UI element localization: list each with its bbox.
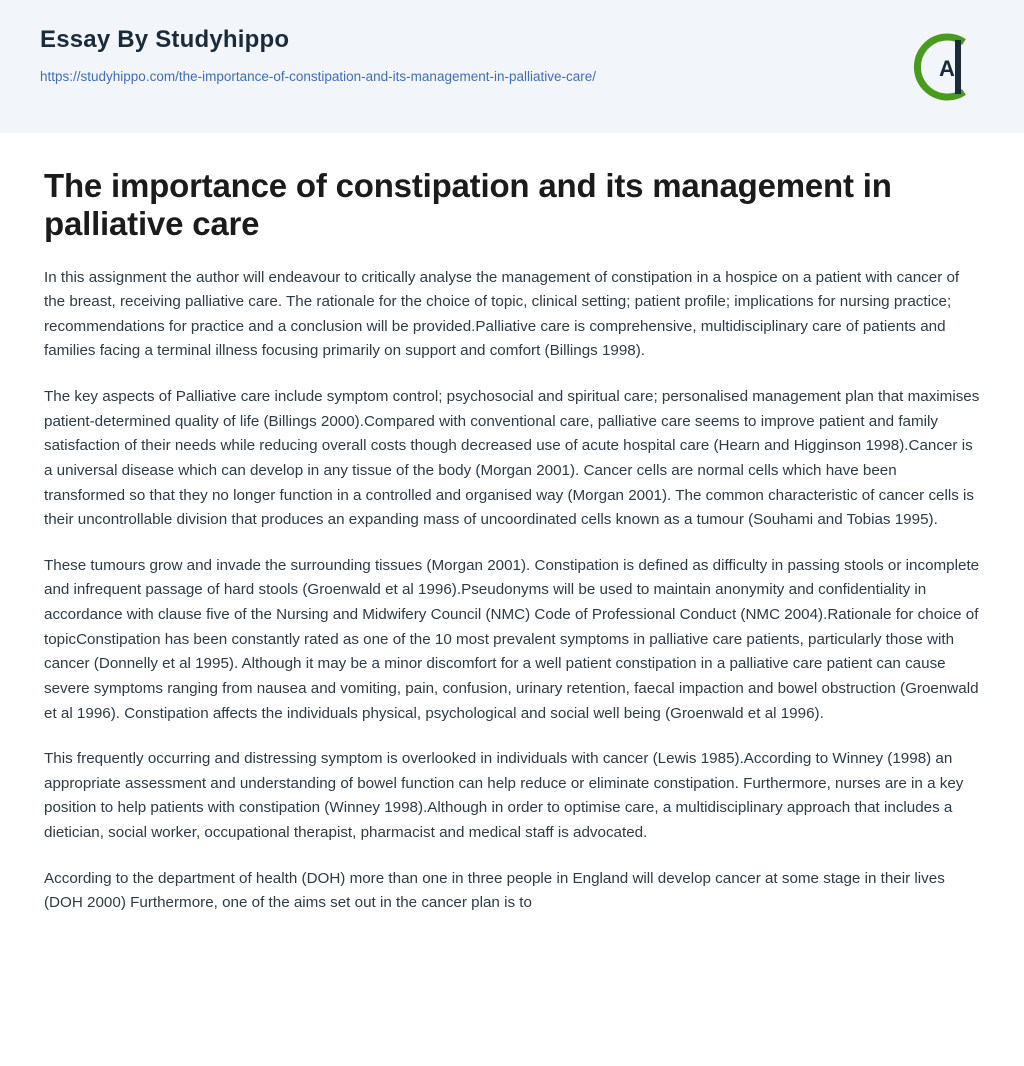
site-brand: Essay By Studyhippo bbox=[40, 26, 290, 53]
article-paragraph: These tumours grow and invade the surrounding tissues (Morgan 2001). Constipation is defined as difficulty in passing stools or incomplete and infrequent passage of hard stools (Groenwald et al 1996).Pseudonyms will be used to maintain anonymity and confidentiality in accordance with clause five of the Nursing and Midwifery Council (NMC) Code of Professional Conduct (NMC 2004).Rationale for choice of topicConstipation has been constantly rated as one of the 10 most prevalent symptoms in palliative care patients, particularly those with cancer (Donnelly et al 1995). Although it may be a minor discomfort for a well patient constipation in a palliative care patient can cause severe symptoms ranging from nausea and vomiting, pain, confusion, urinary retention, faecal impaction and bowel obstruction (Groenwald et al 1996). Constipation affects the individuals physical, psychological and social well being (Groenwald et al 1996). bbox=[44, 556, 980, 722]
article-paragraph: According to the department of health (DOH) more than one in three people in England will develop cancer at some stage in their lives (DOH 2000) Furthermore, one of the aims set out in the cancer plan is to bbox=[44, 869, 945, 912]
svg-text:A: A bbox=[939, 56, 955, 81]
source-url-link[interactable]: https://studyhippo.com/the-importance-of-constipation-and-its-management-in-palliative-care/ bbox=[40, 68, 597, 84]
article-paragraph: In this assignment the author will endeavour to critically analyse the management of constipation in a hospice on a patient with cancer of the breast, receiving palliative care. The rationale for the choice of topic, clinical setting; patient profile; implications for nursing practice; recommendations for practice and a conclusion will be provided.Palliative care is comprehensive, multidisciplinary care of patients and families facing a terminal illness focusing primarily on support and comfort (Billings 1998). bbox=[44, 268, 960, 360]
studyhippo-logo-icon bbox=[906, 28, 984, 106]
page-title: The importance of constipation and its management in palliative care bbox=[44, 167, 892, 243]
page-header bbox=[0, 0, 1024, 133]
article-content bbox=[0, 133, 1024, 946]
article-paragraph: The key aspects of Palliative care include symptom control; psychosocial and spiritual care; personalised management plan that maximises patient-determined quality of life (Billings 2000).Compared with conventional care, palliative care seems to improve patient and family satisfaction of their needs while reducing overall costs though decreased use of acute hospital care (Hearn and Higginson 1998).Cancer is a universal disease which can develop in any tissue of the body (Morgan 2001). Cancer cells are normal cells which have been transformed so that they no longer function in a controlled and organised way (Morgan 2001). The common characteristic of cancer cells is their uncontrollable division that produces an expanding mass of uncoordinated cells known as a tumour (Souhami and Tobias 1995). bbox=[44, 388, 980, 529]
article-paragraph: This frequently occurring and distressing symptom is overlooked in individuals with cancer (Lewis 1985).According to Winney (1998) an appropriate assessment and understanding of bowel function can help reduce or eliminate constipation. Furthermore, nurses are in a key position to help patients with constipation (Winney 1998).Although in order to optimise care, a multidisciplinary approach that includes a dietician, social worker, occupational therapist, pharmacist and medical staff is advocated. bbox=[44, 750, 964, 842]
